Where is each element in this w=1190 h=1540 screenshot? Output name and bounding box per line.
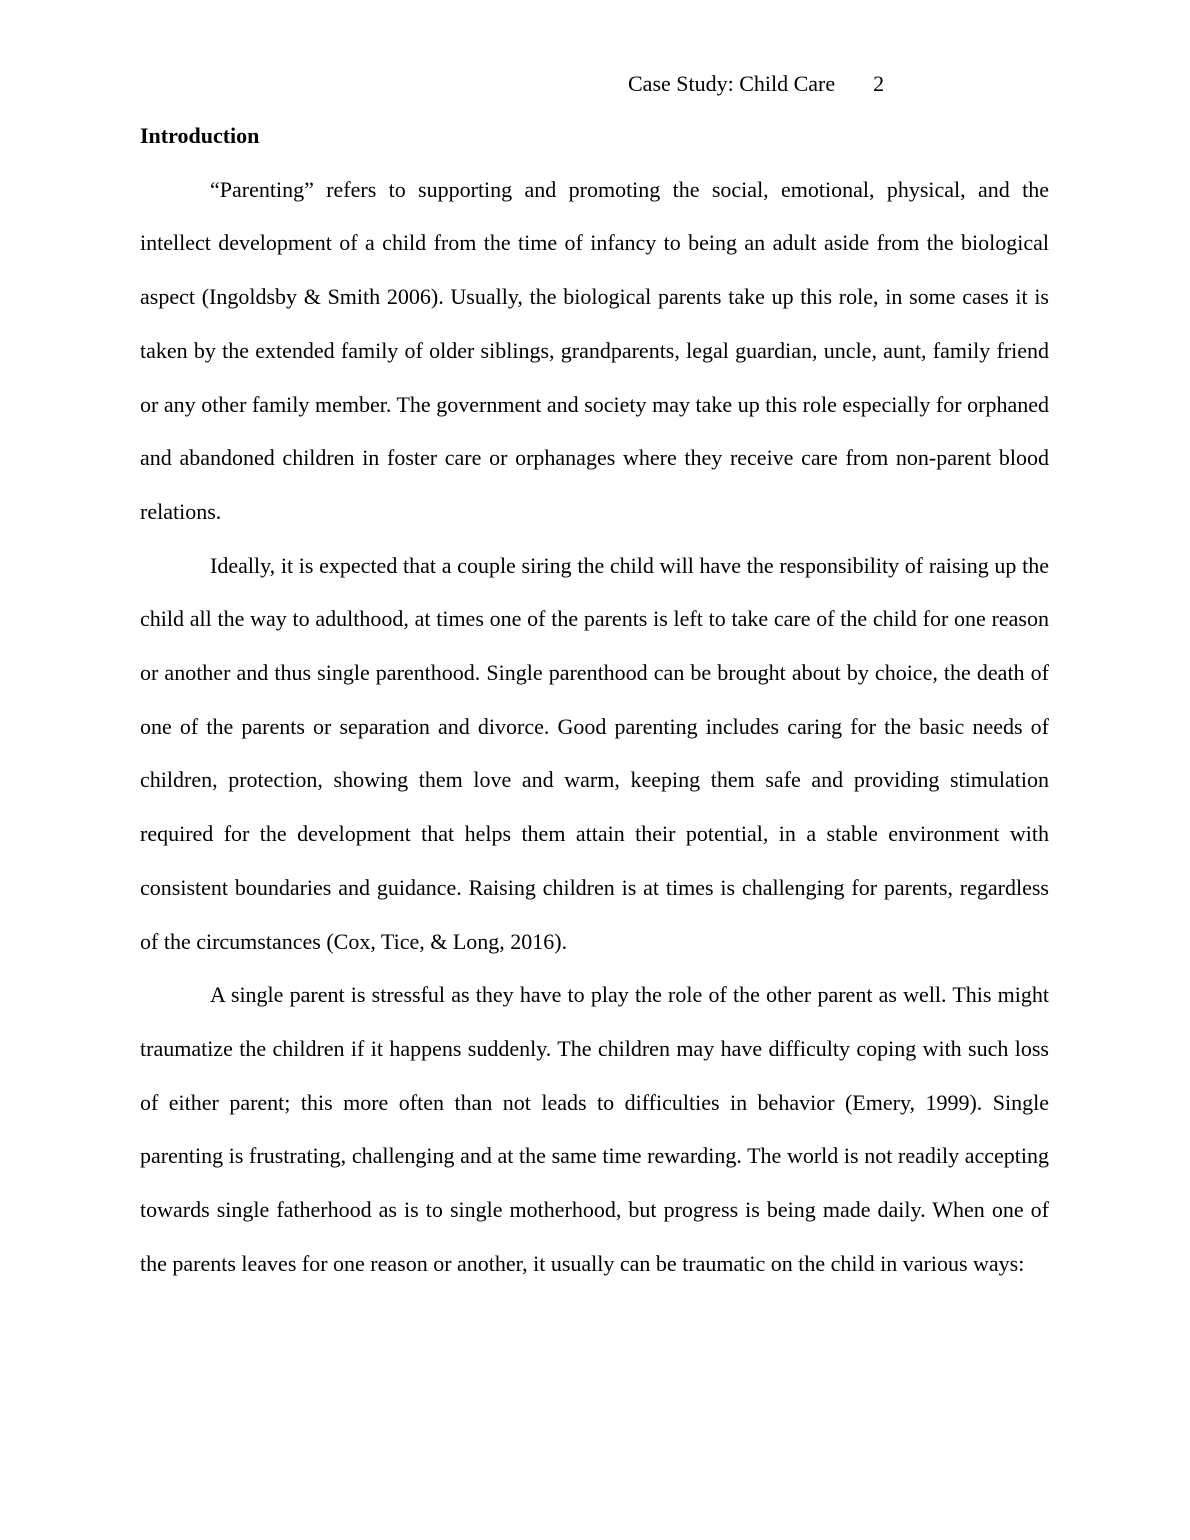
page-number: 2 bbox=[873, 71, 885, 96]
page-header bbox=[628, 70, 884, 98]
paragraph: A single parent is stressful as they have to play the role of the other parent as well. This might traumatize the children if it happens suddenly. The children may have difficulty coping with such loss of either parent; this more often than not leads to difficulties in behavior (Emery, 1999). Single parenting is frustrating, challenging and at the same time rewarding. The world is not readily accepting towards single fatherhood as is to single motherhood, but progress is being made daily. When one of the parents leaves for one reason or another, it usually can be traumatic on the child in various ways: bbox=[140, 982, 1049, 1276]
section-heading: Introduction bbox=[140, 123, 260, 148]
document-body bbox=[140, 109, 1049, 1290]
running-head: Case Study: Child Care bbox=[628, 71, 836, 96]
paragraph: “Parenting” refers to supporting and promoting the social, emotional, physical, and the intellect development of a child from the time of infancy to being an adult aside from the biological aspect (Ingoldsby & Smith 2006). Usually, the biological parents take up this role, in some cases it is taken by the extended family of older siblings, grandparents, legal guardian, uncle, aunt, family friend or any other family member. The government and society may take up this role especially for orphaned and abandoned children in foster care or orphanages where they receive care from non-parent blood relations. bbox=[140, 176, 1049, 524]
paragraph: Ideally, it is expected that a couple siring the child will have the responsibility of raising up the child all the way to adulthood, at times one of the parents is left to take care of the child for one reason or another and thus single parenthood. Single parenthood can be brought about by choice, the death of one of the parents or separation and divorce. Good parenting includes caring for the basic needs of children, protection, showing them love and warm, keeping them safe and providing stimulation required for the development that helps them attain their potential, in a stable environment with consistent boundaries and guidance. Raising children is at times is challenging for parents, regardless of the circumstances (Cox, Tice, & Long, 2016). bbox=[140, 552, 1049, 954]
